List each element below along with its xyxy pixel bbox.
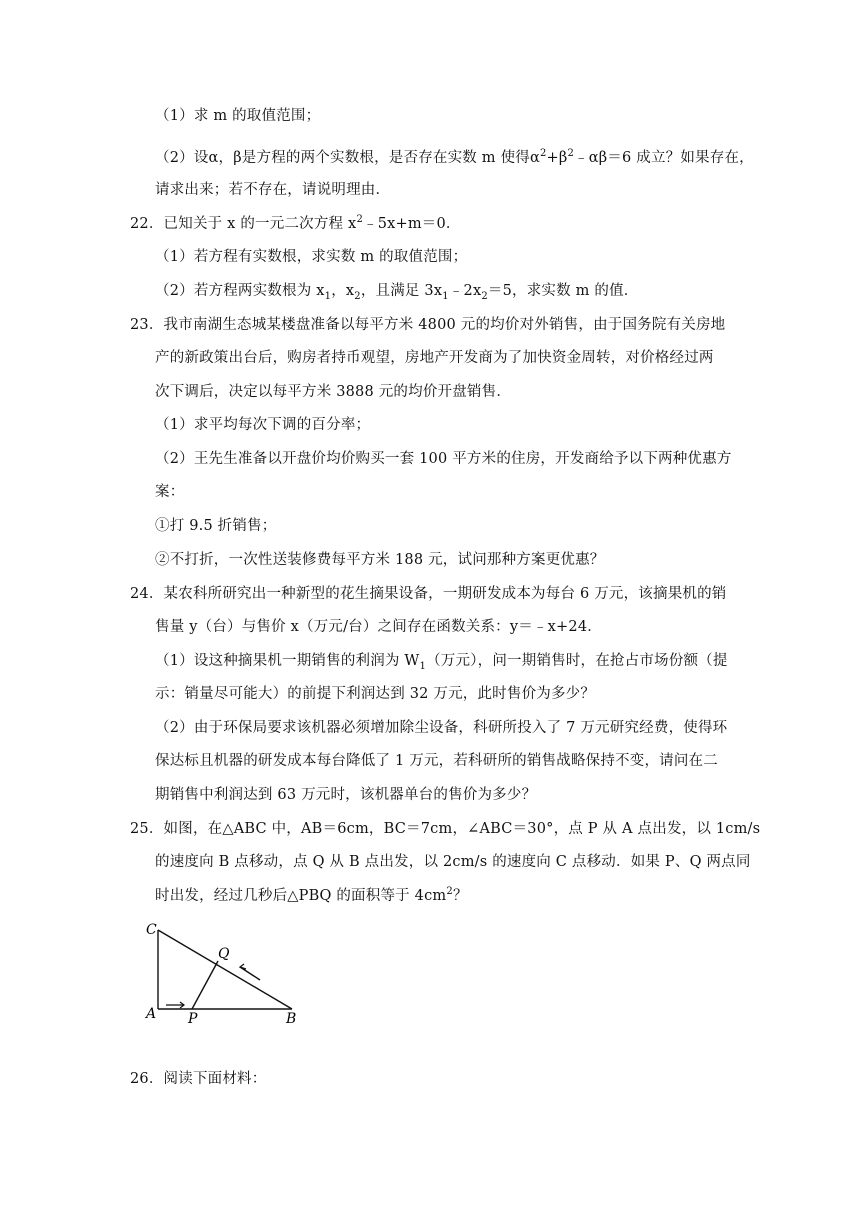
q24-part2-line2: 保达标且机器的研发成本每台降低了 1 万元，若科研所的销售战略保持不变，请问在二: [155, 753, 718, 769]
q24-stem-line1: 24．某农科所研究出一种新型的花生摘果设备，一期研发成本为每台 6 万元，该摘果机的销: [130, 586, 727, 602]
label-b: B: [286, 1011, 297, 1027]
q25-stem-line2: 的速度向 B 点移动，点 Q 从 B 点出发，以 2cm/s 的速度向 C 点移动．如果 P、Q 两点同: [155, 854, 751, 870]
q21-part2-line1: （2）设α，β是方程的两个实数根，是否存在实数 m 使得$\alpha^2+\beta^2﹣\alpha\beta=6$ 成立？如果存在，: [155, 148, 754, 166]
q26-stem: 26．阅读下面材料：: [130, 1071, 267, 1087]
q23-part2-line1: （2）王先生准备以开盘价均价购买一套 100 平方米的住房，开发商给予以下两种优惠方: [155, 451, 732, 467]
triangle-figure: [140, 918, 320, 1032]
q24-part2-line1: （2）由于环保局要求该机器必须增加除尘设备，科研所投入了 7 万元研究经费，使得环: [155, 720, 728, 736]
q24-part1-line1: （1）设这种摘果机一期销售的利润为 $W_1$（万元），问一期销售时，在抢占市场份额（提: [155, 653, 728, 672]
q23-stem-line2: 产的新政策出台后，购房者持币观望，房地产开发商为了加快资金周转，对价格经过两: [155, 350, 714, 366]
q24-part1-line2: 示：销量尽可能大）的前提下利润达到 32 万元，此时售价为多少？: [155, 686, 596, 702]
q23-option1: ①打 9.5 折销售；: [155, 518, 277, 534]
q21-part2-line2: 请求出来；若不存在，请说明理由．: [155, 182, 391, 198]
q23-stem-line1: 23．我市南湖生态城某楼盘准备以每平方米 4800 元的均价对外销售，由于国务院有关房地: [130, 317, 726, 333]
arrow-q-shaft: [240, 967, 260, 980]
label-q: Q: [218, 946, 230, 962]
side-cb: [158, 930, 292, 1009]
label-c: C: [146, 922, 157, 938]
q22-part2: （2）若方程两实数根为 $x_1$，$x_2$，且满足 $3x_1﹣2x_2=5$，求实数 m 的值．: [155, 283, 639, 302]
q23-stem-line3: 次下调后，决定以每平方米 3888 元的均价开盘销售．: [155, 384, 512, 400]
q23-part1: （1）求平均每次下调的百分率；: [155, 417, 371, 433]
segment-pq: [192, 961, 218, 1009]
q23-part2-line2: 案：: [155, 484, 185, 500]
label-p: P: [188, 1011, 198, 1027]
triangle-diagram: [140, 918, 320, 1028]
q22-part1: （1）若方程有实数根，求实数 m 的取值范围；: [155, 249, 468, 265]
q24-stem-line2: 售量 y（台）与售价 x（万元/台）之间存在函数关系：y＝﹣x+24．: [155, 619, 602, 635]
q23-option2: ②不打折，一次性送装修费每平方米 188 元，试问那种方案更优惠？: [155, 552, 605, 568]
q24-part2-line3: 期销售中利润达到 63 万元时，该机器单台的售价为多少？: [155, 787, 537, 803]
q22-stem: 22．已知关于 x 的一元二次方程 $x^2﹣5x+m=0$．: [130, 214, 461, 232]
q21-part1: （1）求 m 的取值范围；: [155, 108, 321, 124]
q25-stem-line1: 25．如图，在△ABC 中，AB＝6cm，BC＝7cm，∠ABC＝30°，点 P 从 A 点出发，以 1cm/s: [130, 821, 761, 837]
label-a: A: [146, 1006, 157, 1022]
q25-stem-line3: 时出发，经过几秒后△PBQ 的面积等于 $4cm^2$？: [155, 886, 468, 904]
